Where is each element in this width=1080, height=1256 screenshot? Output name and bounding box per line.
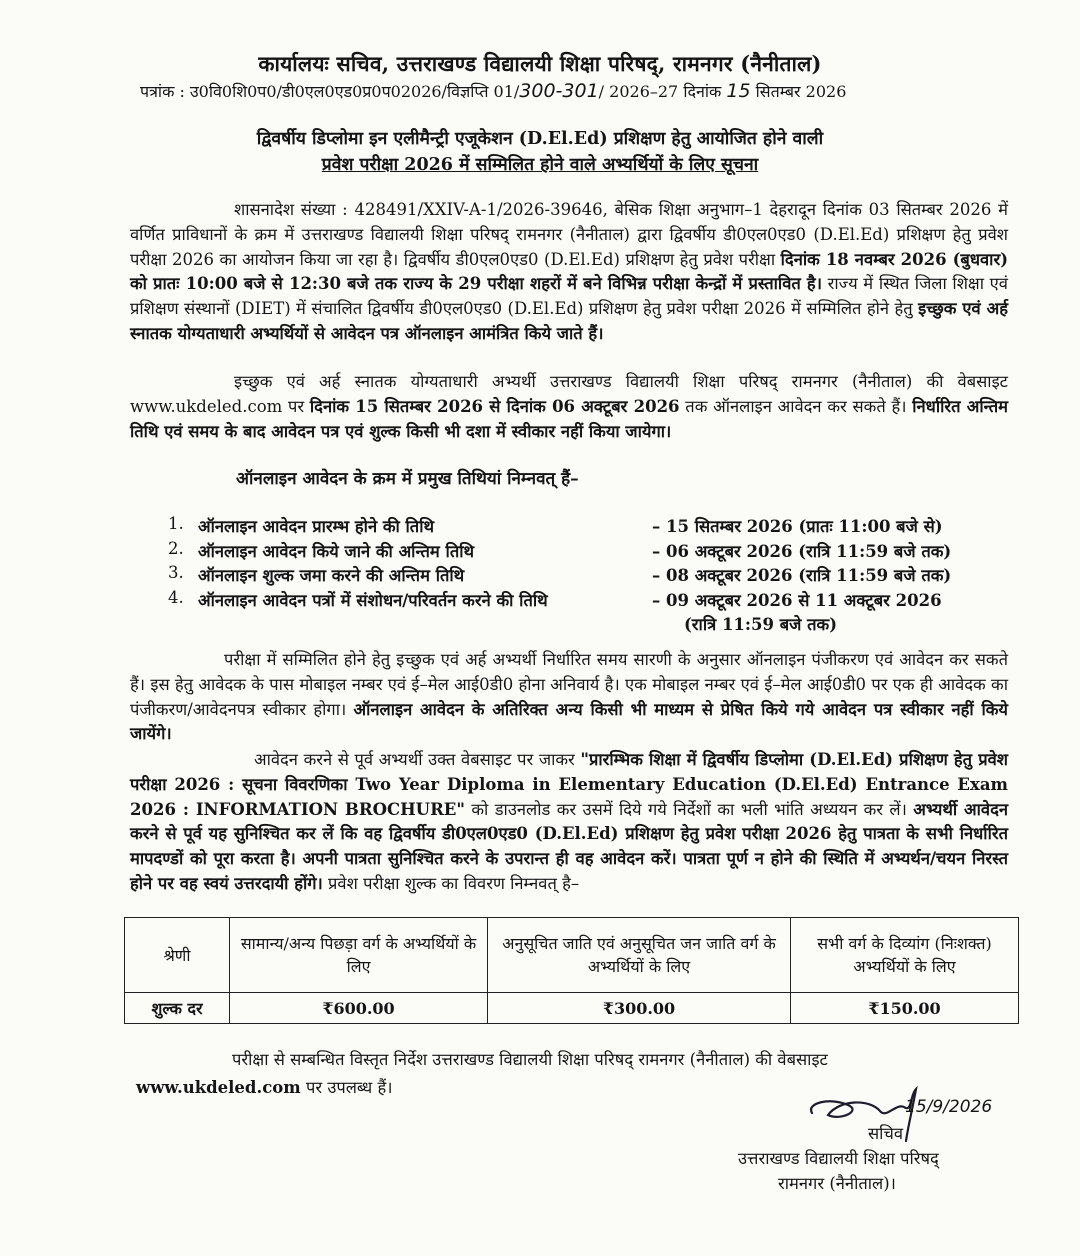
date-item [168,587,998,634]
fee-table-header-row [125,918,1019,993]
para1-bold-1: दिनांक 18 नवम्बर 2026 (बुधवार) को प्रातः 10:00 बजे से 12:30 बजे तक राज्य के 29 परीक्षा शहरों में बने विभिन्न परीक्षा केन्द्रों में प्रस्तावित है। [130,249,1009,294]
dates-intro: ऑनलाइन आवेदन के क्रम में प्रमुख तिथियां निम्नवत् हैं– [236,469,579,489]
date-item-number: 1. [168,514,184,533]
fee-cell-label: शुल्क दर [125,993,230,1024]
footer-website-link[interactable]: www.ukdeled.com [136,1078,301,1097]
para4-bold-2: अभ्यर्थी आवेदन करने से पूर्व यह सुनिश्चित कर लें कि वह द्विवर्षीय डी0एल0एड0 (D.El.Ed) प्रशिक्षण हेतु प्रवेश परीक्षा 2026 हेतु पात्रता के सभी निर्धारित मापदण्डों को पूरा करता है। अपनी पात्रता सुनिश्चित करने के उपरान्त ही वह आवेदन करें। पात्रता पूर्ण न होने की स्थिति में अभ्यर्थन/चयन निरस्त होने पर वह स्वयं उत्तरदायी होंगे। [130,799,1008,893]
signature-date: 15/9/2026 [905,1097,993,1117]
para1-bold-2: इच्छुक एवं अर्ह स्नातक योग्यताधारी अभ्यर्थियों से आवेदन पत्र ऑनलाइन आमंत्रित किये जाते हैं। [130,299,1008,343]
reference-suffix: / 2026–27 दिनांक [598,82,722,101]
para4-text-2: को डाउनलोड कर उसमें दिये गये निर्देशों का भली भांति अध्ययन कर लें। [464,799,914,819]
signatory-organization: उत्तराखण्ड विद्यालयी शिक्षा परिषद् [738,1149,939,1168]
fee-table [124,917,1019,1024]
fee-table-row [125,993,1019,1024]
date-item [168,563,998,588]
date-item [168,514,998,539]
subject-line-1: द्विवर्षीय डिप्लोमा इन एलीमैन्ट्री एजूकेशन (D.El.Ed) प्रशिक्षण हेतु आयोजित होने वाली [256,129,824,149]
paragraph-website [130,370,1008,444]
fee-header-category: श्रेणी [125,918,230,993]
para3-text-1: परीक्षा में सम्मिलित होने हेतु इच्छुक एवं अर्ह अभ्यर्थी निर्धारित समय सारणी के अनुसार ऑनलाइन पंजीकरण एवं आवेदन कर सकते हैं। इस हेतु आवेदक के पास मोबाइल नम्बर एवं ई–मेल आई0डी0 होना अनिवार्य है। एक मोबाइल नम्बर एवं ई–मेल आई0डी0 पर एक ही आवेदक का पंजीकरण/आवेदनपत्र स्वीकार होगा। [130,650,1008,719]
paragraph-registration [130,648,1008,747]
subject-line-2: प्रवेश परीक्षा 2026 में सम्मिलित होने वाले अभ्यर्थियों के लिए सूचना [321,155,759,175]
date-item-value: – 09 अक्टूबर 2026 से 11 अक्टूबर 2026 [652,590,942,610]
date-item-number: 4. [168,587,184,607]
paragraph-brochure [130,748,1008,897]
notice-subject [0,126,1080,178]
para2-bold-2: निर्धारित अन्तिम तिथि एवं समय के बाद आवेदन पत्र एवं शुल्क किसी भी दशा में स्वीकार नहीं किया जायेगा। [130,396,1009,441]
date-item-label: ऑनलाइन शुल्क जमा करने की अन्तिम तिथि [198,566,465,585]
date-item-value-continued: (रात्रि 11:59 बजे तक) [684,614,838,634]
office-header: कार्यालयः सचिव, उत्तराखण्ड विद्यालयी शिक्षा परिषद्, रामनगर (नैनीताल) [258,51,822,76]
para2-bold-1: दिनांक 15 सितम्बर 2026 से दिनांक 06 अक्टूबर 2026 [309,396,680,416]
date-item-label: ऑनलाइन आवेदन किये जाने की अन्तिम तिथि [198,541,475,561]
date-item-value: – 08 अक्टूबर 2026 (रात्रि 11:59 बजे तक) [652,566,952,585]
reference-prefix: पत्रांक : उ0वि0शि0प0/डी0एल0एड0प्र0प02026/विज्ञप्ति 01/ [140,82,520,101]
fee-header-sc-st: अनुसूचित जाति एवं अनुसूचित जन जाति वर्ग के अभ्यर्थियों के लिए [488,918,791,993]
para4-bold-1: "प्रारम्भिक शिक्षा में द्विवर्षीय डिप्लोमा (D.El.Ed) प्रशिक्षण हेतु प्रवेश परीक्षा 2026 : सूचना विवरणिका Two Year Diploma in Elementary Education (D.El.Ed) Entrance Exam 2026 : INFORMATION BROCHURE" [130,750,1008,819]
footer-line-1: परीक्षा से सम्बन्धित विस्तृत निर्देश उत्तराखण्ड विद्यालयी शिक्षा परिषद् रामनगर (नैनीताल) की वेबसाइट [232,1050,828,1069]
para3-bold-1: ऑनलाइन आवेदन के अतिरिक्त अन्य किसी भी माध्यम से प्रेषित किये गये आवेदन पत्र स्वीकार नहीं किये जायेंगे। [130,699,1008,744]
fee-cell-sc-st: ₹300.00 [488,993,791,1024]
footer-line-2-text: पर उपलब्ध हैं। [300,1078,393,1097]
para2-text-2: तक ऑनलाइन आवेदन कर सकते हैं। [679,396,913,416]
date-item-value: – 15 सितम्बर 2026 (प्रातः 11:00 बजे से) [652,517,943,536]
paragraph-government-order [130,198,1008,347]
fee-header-general-obc: सामान्य/अन्य पिछड़ा वर्ग के अभ्यर्थियों के लिए [230,918,488,993]
reference-handwritten-date: 15 [726,80,751,102]
reference-line [140,80,1000,102]
date-item-number: 2. [168,538,184,558]
para1-text-1: शासनादेश संख्या : 428491/XXIV-A-1/2026-39646, बेसिक शिक्षा अनुभाग–1 देहरादून दिनांक 03 सितम्बर 2026 में वर्णित प्राविधानों के क्रम में उत्तराखण्ड विद्यालयी शिक्षा परिषद् रामनगर (नैनीताल) द्वारा द्विवर्षीय डी0एल0एड0 (D.El.Ed) प्रशिक्षण हेतु प्रवेश परीक्षा 2026 का आयोजन किया जा रहा है। द्विवर्षीय डी0एल0एड0 (D.El.Ed) प्रशिक्षण हेतु प्रवेश परीक्षा [130,200,1008,269]
para2-text-1: इच्छुक एवं अर्ह स्नातक योग्यताधारी अभ्यर्थी उत्तराखण्ड विद्यालयी शिक्षा परिषद् रामनगर (नैनीताल) की वेबसाइट www.ukdeled.com पर [130,372,1008,416]
important-dates-list [168,514,998,634]
fee-cell-general-obc: ₹600.00 [230,993,488,1024]
para4-text-3: प्रवेश परीक्षा शुल्क का विवरण निम्नवत् है– [322,873,580,893]
signatory-block [738,1121,939,1196]
signatory-place: रामनगर (नैनीताल)। [778,1174,896,1193]
para1-text-2: राज्य में स्थित जिला शिक्षा एवं प्रशिक्षण संस्थानों (DIET) में संचालित द्विवर्षीय डी0एल0एड0 (D.El.Ed) प्रशिक्षण हेतु प्रवेश परीक्षा 2026 में सम्मिलित होने हेतु [130,274,1008,319]
date-item-number: 3. [168,563,184,582]
para4-text-1: आवेदन करने से पूर्व अभ्यर्थी उक्त वेबसाइट पर जाकर [254,750,581,769]
signatory-title: सचिव [868,1124,904,1143]
reference-date-suffix: सितम्बर 2026 [755,82,847,101]
date-item [168,539,998,564]
date-item-label: ऑनलाइन आवेदन प्रारम्भ होने की तिथि [198,517,435,536]
fee-header-disabled: सभी वर्ग के दिव्यांग (निःशक्त) अभ्यर्थियों के लिए [791,918,1019,993]
reference-handwritten-number: 300-301 [519,80,599,102]
date-item-label: ऑनलाइन आवेदन पत्रों में संशोधन/परिवर्तन करने की तिथि [198,590,548,610]
date-item-value: – 06 अक्टूबर 2026 (रात्रि 11:59 बजे तक) [652,541,952,561]
fee-cell-disabled: ₹150.00 [791,993,1019,1024]
